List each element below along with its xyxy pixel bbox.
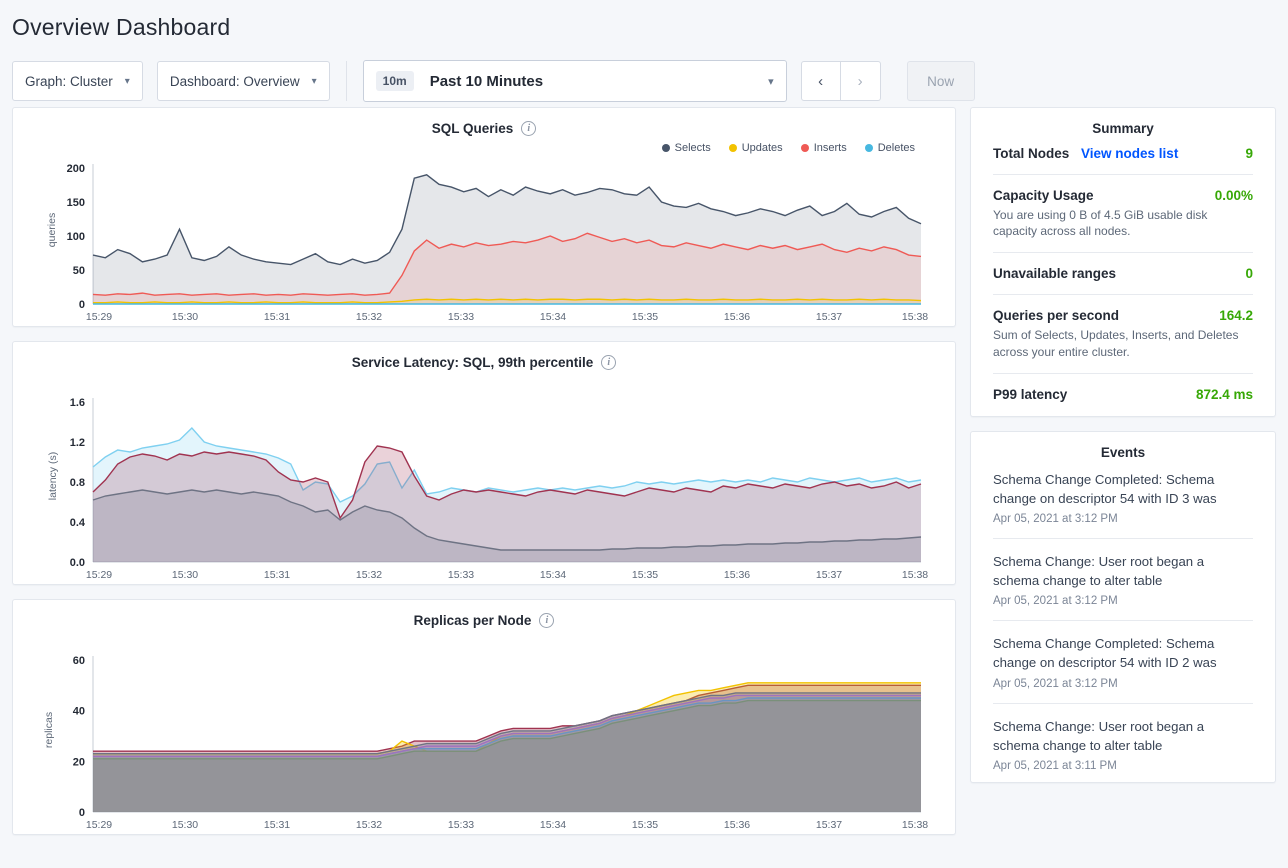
svg-text:15:37: 15:37 bbox=[815, 569, 843, 581]
event-item[interactable] bbox=[971, 634, 1275, 689]
svg-text:15:32: 15:32 bbox=[355, 311, 383, 323]
svg-text:40: 40 bbox=[72, 705, 85, 718]
svg-text:1.2: 1.2 bbox=[69, 437, 85, 449]
event-text: Schema Change: User root began a schema change to alter table bbox=[993, 554, 1205, 589]
dashboard-selector[interactable] bbox=[157, 61, 330, 101]
time-range-badge: 10m bbox=[376, 71, 414, 91]
previous-time-button[interactable] bbox=[801, 61, 841, 101]
svg-text:15:38: 15:38 bbox=[901, 311, 929, 323]
info-icon[interactable]: i bbox=[521, 121, 536, 136]
chart-card-sql-queries bbox=[12, 107, 956, 327]
svg-text:15:38: 15:38 bbox=[901, 819, 929, 831]
divider bbox=[993, 373, 1253, 374]
page-title: Overview Dashboard bbox=[12, 14, 231, 40]
legend-color-swatch bbox=[662, 144, 670, 152]
divider bbox=[993, 538, 1253, 539]
svg-text:15:37: 15:37 bbox=[815, 819, 843, 831]
time-range-label: Past 10 Minutes bbox=[429, 72, 544, 90]
legend-label: Deletes bbox=[877, 142, 915, 154]
legend-label: Inserts bbox=[813, 142, 847, 154]
summary-row-capacity-usage bbox=[971, 188, 1275, 239]
sidebar-column bbox=[970, 107, 1276, 849]
legend-color-swatch bbox=[729, 144, 737, 152]
divider bbox=[993, 703, 1253, 704]
svg-text:150: 150 bbox=[66, 197, 85, 209]
svg-text:15:30: 15:30 bbox=[171, 819, 199, 831]
chart-plot-area bbox=[13, 642, 955, 834]
graph-selector-label: Graph: Cluster bbox=[25, 73, 113, 89]
chart-title: SQL Queries bbox=[431, 121, 514, 136]
event-timestamp: Apr 05, 2021 at 3:11 PM bbox=[993, 759, 1117, 772]
now-button[interactable]: Now bbox=[907, 61, 975, 101]
toolbar bbox=[0, 41, 1288, 107]
chart-card-service-latency bbox=[12, 341, 956, 585]
svg-text:20: 20 bbox=[72, 756, 85, 769]
svg-text:15:33: 15:33 bbox=[447, 819, 475, 831]
svg-text:15:34: 15:34 bbox=[539, 819, 567, 831]
svg-text:50: 50 bbox=[72, 265, 85, 277]
summary-key: Unavailable ranges bbox=[993, 266, 1117, 282]
svg-text:0.4: 0.4 bbox=[69, 517, 85, 529]
svg-text:15:30: 15:30 bbox=[171, 569, 199, 581]
summary-key: Queries per second bbox=[993, 308, 1120, 324]
summary-value: 0.00% bbox=[1214, 188, 1253, 203]
legend-label: Selects bbox=[674, 142, 711, 154]
svg-text:15:35: 15:35 bbox=[631, 311, 659, 323]
chevron-right-icon: › bbox=[857, 72, 863, 90]
summary-row-p99-latency bbox=[971, 387, 1275, 402]
summary-card bbox=[970, 107, 1276, 417]
event-item[interactable] bbox=[971, 552, 1275, 607]
summary-description: Sum of Selects, Updates, Inserts, and Deletes across your entire cluster. bbox=[993, 328, 1239, 359]
event-timestamp: Apr 05, 2021 at 3:12 PM bbox=[993, 595, 1118, 608]
info-icon[interactable]: i bbox=[601, 355, 616, 370]
svg-text:15:29: 15:29 bbox=[85, 569, 113, 581]
event-timestamp: Apr 05, 2021 at 3:12 PM bbox=[993, 513, 1118, 526]
legend-item[interactable] bbox=[729, 142, 783, 154]
legend-item[interactable] bbox=[865, 142, 915, 154]
chart-title: Service Latency: SQL, 99th percentile bbox=[351, 355, 594, 370]
chevron-down-icon: ▾ bbox=[311, 75, 317, 87]
divider bbox=[993, 620, 1253, 621]
chart-svg-replicas-per-node[interactable] bbox=[13, 642, 957, 834]
svg-text:15:33: 15:33 bbox=[447, 311, 475, 323]
summary-value: 164.2 bbox=[1219, 308, 1253, 324]
chart-title-row bbox=[13, 600, 955, 628]
summary-value: 9 bbox=[1245, 146, 1253, 161]
summary-value: 0 bbox=[1245, 266, 1253, 282]
svg-text:0: 0 bbox=[78, 807, 85, 819]
svg-text:15:29: 15:29 bbox=[85, 819, 113, 831]
event-item[interactable] bbox=[971, 717, 1275, 772]
time-range-picker[interactable] bbox=[363, 60, 787, 102]
svg-text:15:31: 15:31 bbox=[263, 569, 291, 581]
chart-title: Replicas per Node bbox=[413, 613, 532, 628]
chevron-down-icon: ▾ bbox=[124, 75, 130, 87]
chart-plot-area bbox=[13, 384, 955, 584]
events-card bbox=[970, 431, 1276, 783]
svg-text:200: 200 bbox=[66, 163, 85, 175]
chevron-left-icon: ‹ bbox=[818, 72, 824, 90]
svg-text:15:31: 15:31 bbox=[263, 819, 291, 831]
divider bbox=[993, 174, 1253, 175]
y-axis-label: queries bbox=[46, 212, 59, 248]
legend-item[interactable] bbox=[662, 142, 711, 154]
summary-value: 872.4 ms bbox=[1195, 386, 1253, 402]
chart-card-replicas-per-node bbox=[12, 599, 956, 835]
chart-plot-area bbox=[13, 154, 955, 326]
info-icon[interactable]: i bbox=[539, 613, 554, 628]
summary-key: Total Nodes bbox=[993, 146, 1070, 161]
svg-text:15:36: 15:36 bbox=[723, 819, 751, 831]
view-nodes-list-link[interactable]: View nodes list bbox=[1081, 146, 1179, 161]
svg-text:100: 100 bbox=[66, 231, 85, 243]
chart-legend bbox=[13, 136, 955, 154]
svg-text:0: 0 bbox=[78, 299, 85, 311]
legend-label: Updates bbox=[741, 142, 783, 154]
svg-text:15:29: 15:29 bbox=[85, 311, 113, 323]
chart-svg-sql-queries[interactable] bbox=[13, 154, 957, 326]
svg-text:15:37: 15:37 bbox=[815, 311, 843, 323]
chevron-down-icon: ▾ bbox=[768, 75, 774, 88]
chart-svg-service-latency[interactable] bbox=[13, 384, 957, 584]
svg-text:15:34: 15:34 bbox=[539, 569, 567, 581]
event-text: Schema Change Completed: Schema change on descriptor 54 with ID 2 was bbox=[993, 636, 1217, 671]
time-nav-group bbox=[801, 61, 881, 101]
divider bbox=[993, 252, 1253, 253]
legend-color-swatch bbox=[865, 144, 873, 152]
svg-text:15:36: 15:36 bbox=[723, 569, 751, 581]
summary-title: Summary bbox=[1092, 121, 1154, 136]
dashboard-body bbox=[0, 107, 1288, 849]
svg-text:15:35: 15:35 bbox=[631, 819, 659, 831]
summary-key: P99 latency bbox=[993, 386, 1068, 402]
charts-column bbox=[12, 107, 956, 849]
dashboard-selector-label: Dashboard: Overview bbox=[169, 73, 300, 89]
summary-row-queries-per-second bbox=[971, 308, 1275, 359]
event-text: Schema Change Completed: Schema change on descriptor 54 with ID 3 was bbox=[993, 471, 1217, 506]
legend-item[interactable] bbox=[801, 142, 847, 154]
summary-key: Capacity Usage bbox=[993, 188, 1094, 203]
svg-text:15:35: 15:35 bbox=[631, 569, 659, 581]
svg-text:15:30: 15:30 bbox=[171, 311, 199, 323]
next-time-button[interactable] bbox=[841, 61, 881, 101]
legend-color-swatch bbox=[801, 144, 809, 152]
svg-text:15:33: 15:33 bbox=[447, 569, 475, 581]
events-title: Events bbox=[1100, 444, 1146, 460]
svg-text:0.8: 0.8 bbox=[69, 477, 85, 489]
graph-selector[interactable] bbox=[12, 61, 143, 101]
y-axis-label: latency (s) bbox=[47, 451, 60, 501]
event-item[interactable] bbox=[971, 470, 1275, 525]
y-axis-label: replicas bbox=[43, 711, 56, 749]
chart-title-row bbox=[13, 342, 955, 370]
event-timestamp: Apr 05, 2021 at 3:12 PM bbox=[993, 677, 1118, 690]
svg-text:0.0: 0.0 bbox=[69, 557, 85, 569]
event-text: Schema Change: User root began a schema change to alter table bbox=[993, 718, 1205, 753]
summary-description: You are using 0 B of 4.5 GiB usable disk capacity across all nodes. bbox=[993, 208, 1208, 239]
chart-title-row bbox=[13, 108, 955, 136]
summary-row-total-nodes bbox=[971, 146, 1275, 161]
svg-text:15:31: 15:31 bbox=[263, 311, 291, 323]
svg-text:15:32: 15:32 bbox=[355, 819, 383, 831]
svg-text:60: 60 bbox=[72, 655, 85, 667]
divider bbox=[993, 294, 1253, 295]
svg-text:15:32: 15:32 bbox=[355, 569, 383, 581]
summary-row-unavailable-ranges bbox=[971, 266, 1275, 281]
svg-text:15:34: 15:34 bbox=[539, 311, 567, 323]
toolbar-divider bbox=[346, 61, 347, 101]
svg-text:15:36: 15:36 bbox=[723, 311, 751, 323]
svg-text:15:38: 15:38 bbox=[901, 569, 929, 581]
svg-text:1.6: 1.6 bbox=[69, 397, 85, 409]
